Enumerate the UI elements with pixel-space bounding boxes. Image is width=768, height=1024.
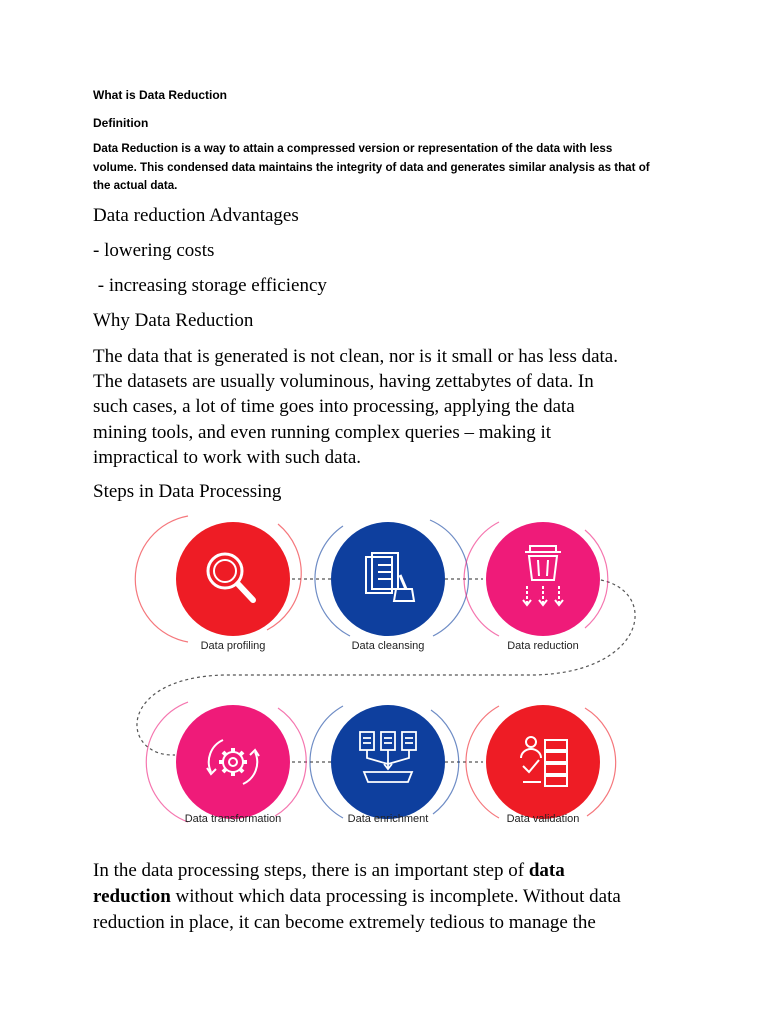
step-label: Data reduction: [507, 640, 579, 652]
closing-line: reduction in place, it can become extremely tedious to manage the: [93, 912, 596, 933]
document-title: What is Data Reduction: [93, 88, 228, 102]
definition-line: the actual data.: [93, 179, 178, 192]
step-data-profiling: [135, 516, 301, 652]
closing-line: [93, 884, 693, 910]
definition-line: volume. This condensed data maintains the integrity of data and generates similar analysis as that of: [93, 160, 650, 174]
closing-bold-text: data: [528, 860, 565, 881]
steps-heading: Steps in Data Processing: [93, 481, 282, 502]
closing-paragraph: [93, 858, 693, 936]
why-line: impractical to work with such data.: [93, 446, 362, 468]
why-line: The data that is generated is not clean, nor is it small or has less data.: [93, 346, 618, 367]
step-label: Data validation: [506, 813, 580, 825]
why-line: The datasets are usually voluminous, having zettabytes of data. In: [93, 371, 594, 393]
step-data-validation: [466, 705, 616, 825]
step-circle: [176, 705, 290, 819]
step-label: Data profiling: [200, 640, 266, 652]
step-data-transformation: [146, 702, 306, 825]
why-paragraph: [93, 344, 693, 470]
definition-paragraph: [93, 140, 693, 196]
definition-line: Data Reduction is a way to attain a compressed version or representation of the data with less: [93, 142, 613, 155]
step-data-enrichment: [310, 705, 459, 825]
advantage-item: - lowering costs: [93, 240, 215, 261]
closing-line: [93, 858, 693, 884]
closing-text: without which data processing is incomplete. Without data: [170, 886, 621, 907]
step-data-reduction: [464, 522, 608, 652]
advantages-heading: Data reduction Advantages: [93, 205, 299, 226]
step-label: Data cleansing: [351, 640, 425, 652]
data-processing-steps-diagram: [115, 512, 655, 842]
why-line: such cases, a lot of time goes into processing, applying the data: [93, 396, 575, 418]
step-label: Data enrichment: [347, 813, 429, 825]
advantage-item: - increasing storage efficiency: [93, 275, 327, 296]
closing-bold-text: reduction: [93, 886, 171, 907]
definition-heading: Definition: [93, 116, 149, 130]
step-data-cleansing: [315, 520, 469, 652]
closing-text: In the data processing steps, there is an important step of: [93, 860, 529, 881]
step-label: Data transformation: [184, 813, 282, 825]
step-circle: [486, 705, 600, 819]
why-heading: Why Data Reduction: [93, 310, 254, 331]
why-line: mining tools, and even running complex queries – making it: [93, 421, 552, 443]
